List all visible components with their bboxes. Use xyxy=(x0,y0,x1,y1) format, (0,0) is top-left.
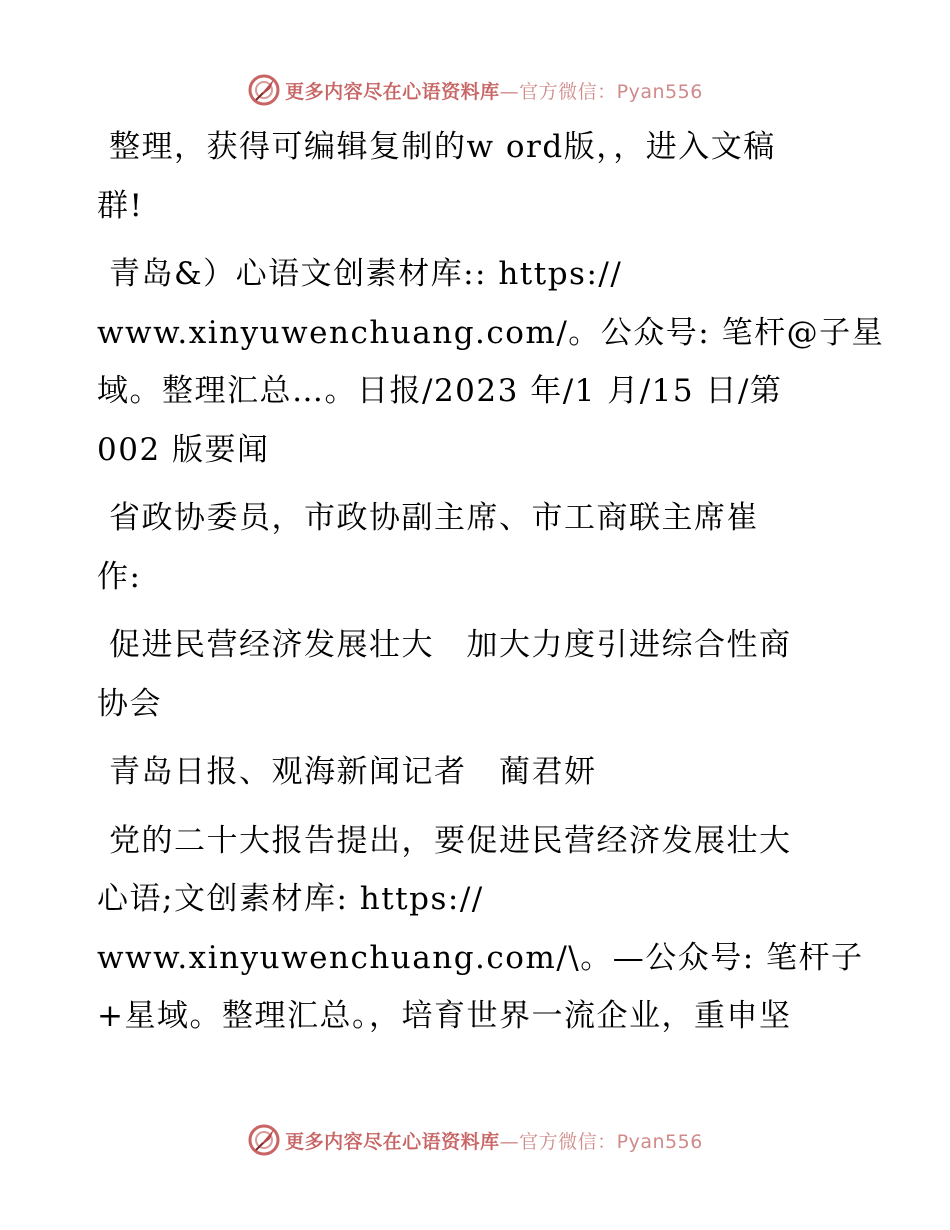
text-line: +星域。整理汇总。，培育世界一流企业，重申坚 xyxy=(97,998,792,1034)
text-line: 青岛&）心语文创素材库:: https:// xyxy=(109,256,623,292)
watermark-brand: 更多内容尽在心语资料库 xyxy=(285,1130,500,1153)
document-body xyxy=(97,118,885,1056)
text-line: 青岛日报、观海新闻记者 蔺君妍 xyxy=(109,754,597,790)
watermark-separator: — xyxy=(499,1130,520,1153)
text-line: 002 版要闻 xyxy=(97,431,270,468)
watermark-brand: 更多内容尽在心语资料库 xyxy=(285,80,500,103)
paragraph xyxy=(97,118,837,235)
text-line: 省政协委员，市政协副主席、市工商联主席崔 xyxy=(109,500,759,536)
header-watermark xyxy=(0,70,950,110)
text-line: 党的二十大报告提出，要促进民营经济发展壮大 xyxy=(109,822,792,859)
watermark-text xyxy=(285,1127,703,1154)
paragraph xyxy=(97,743,837,802)
paragraph xyxy=(97,245,885,479)
text-line: 协会 xyxy=(97,685,162,722)
watermark-wechat: 官方微信：Pyan556 xyxy=(519,1130,703,1153)
paragraph xyxy=(97,812,864,1046)
text-line: 整理，获得可编辑复制的w ord版，，进入文稿 xyxy=(109,129,776,165)
quill-pen-logo-icon xyxy=(247,73,281,107)
text-line: www.xinyuwenchuang.com/。公众号: 笔杆@子星 xyxy=(97,314,885,351)
text-line: www.xinyuwenchuang.com/\。—公众号: 笔杆子 xyxy=(97,939,864,976)
text-line: 群! xyxy=(97,187,144,224)
text-line: 作: xyxy=(97,558,142,595)
footer-watermark xyxy=(0,1120,950,1160)
watermark-wechat: 官方微信：Pyan556 xyxy=(519,80,703,103)
text-line: 心语;文创素材库: https:// xyxy=(97,881,484,917)
paragraph xyxy=(97,489,837,606)
quill-pen-logo-icon xyxy=(247,1123,281,1157)
watermark-separator: — xyxy=(499,80,520,103)
watermark-text xyxy=(285,77,703,104)
paragraph xyxy=(97,616,837,733)
text-line: 域。整理汇总…。日报/2023 年/1 月/15 日/第 xyxy=(97,373,783,409)
text-line: 促进民营经济发展壮大 加大力度引进综合性商 xyxy=(109,627,792,663)
